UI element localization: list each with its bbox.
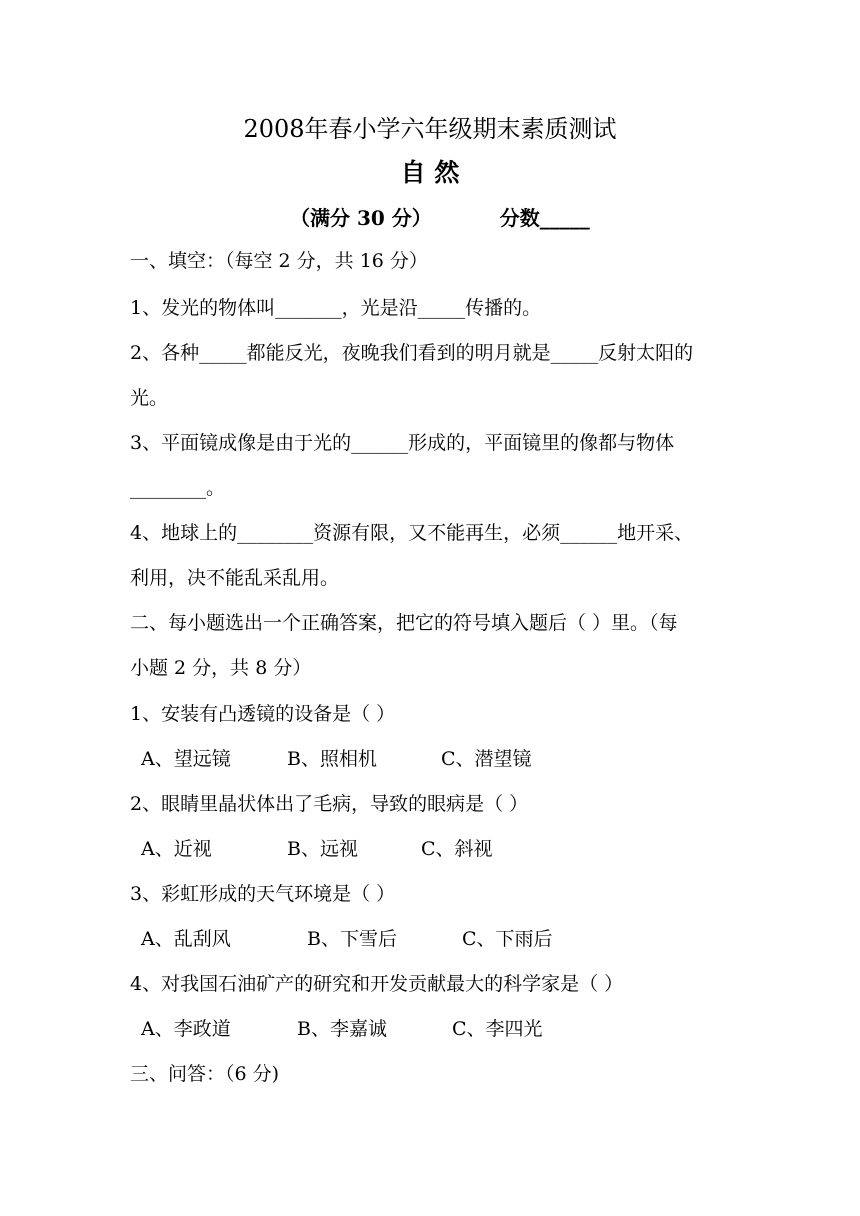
choice-option: C、下雨后 (462, 928, 553, 950)
choice-option: B、照相机 (287, 748, 377, 770)
score-line (290, 204, 590, 232)
choice-option: C、李四光 (452, 1018, 543, 1040)
choice-option: C、斜视 (421, 838, 493, 860)
fill-question-2-line2: 光。 (130, 387, 169, 409)
choice-question-1: 1、安装有凸透镜的设备是（ ） (130, 703, 396, 725)
choice-question-2: 2、眼睛里晶状体出了毛病，导致的眼病是（ ） (130, 793, 529, 815)
choice-option: A、李政道 (141, 1018, 231, 1040)
choice-question-3: 3、彩虹形成的天气环境是（ ） (130, 883, 396, 905)
choice-option: A、望远镜 (141, 748, 231, 770)
choice-option: B、远视 (287, 838, 358, 860)
exam-title: 2008年春小学六年级期末素质测试 (243, 115, 617, 143)
choice-option: A、近视 (141, 838, 212, 860)
choice-option: B、下雪后 (307, 928, 397, 950)
subject-title: 自 然 (400, 158, 460, 187)
choice-option: C、潜望镜 (441, 748, 532, 770)
choice-question-4: 4、对我国石油矿产的研究和开发贡献最大的科学家是（ ） (130, 973, 624, 995)
fill-question-4-line1: 4、地球上的________资源有限，又不能再生，必须______地开采、 (130, 522, 694, 544)
fill-question-4-line2: 利用，决不能乱采乱用。 (130, 567, 340, 589)
section2-heading-line2: 小题 2 分，共 8 分） (130, 657, 312, 679)
fill-question-1: 1、发光的物体叫_______，光是沿_____传播的。 (130, 297, 542, 319)
section3-heading: 三、问答：（6 分) (130, 1063, 280, 1085)
choice-option: A、乱刮风 (141, 928, 231, 950)
fill-question-3-line2: ________。 (130, 477, 226, 499)
full-score: （满分 30 分） (290, 206, 432, 230)
score-blank: 分数_____ (499, 206, 590, 230)
section2-heading-line1: 二、每小题选出一个正确答案，把它的符号填入题后（ ）里。（每 (130, 612, 678, 634)
fill-question-2-line1: 2、各种_____都能反光，夜晚我们看到的明月就是_____反射太阳的 (130, 342, 694, 364)
fill-question-3-line1: 3、平面镜成像是由于光的______形成的，平面镜里的像都与物体 (130, 432, 675, 454)
section1-heading: 一、填空：（每空 2 分，共 16 分） (130, 250, 428, 272)
choice-option: B、李嘉诚 (297, 1018, 387, 1040)
